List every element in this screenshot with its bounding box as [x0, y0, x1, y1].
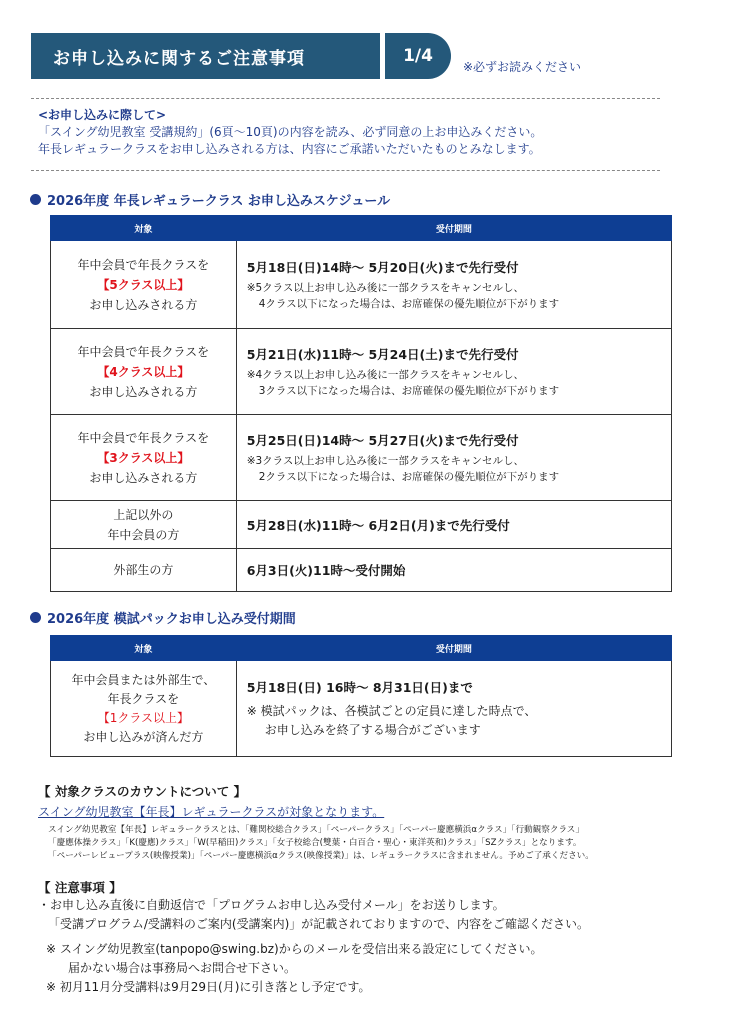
mock-heading-text: 2026年度 模試パックお申し込み受付期間 — [47, 612, 296, 627]
table-row — [51, 241, 672, 329]
notice-line: ※ スイング幼児教室(tanpopo@swing.bz)からのメールを受信出来る設定にしてください。 — [46, 942, 543, 956]
target-text: お申し込みされる方 — [89, 384, 198, 399]
notice-line: 「受講プログラム/受講料のご案内(受講案内)」が記載されておりますので、内容をご確認ください。 — [48, 917, 590, 931]
count-subtitle: スイング幼児教室【年長】レギュラークラスが対象となります。 — [38, 805, 385, 819]
note-line: 4クラス以下になった場合は、お席確保の優先順位が下がります — [258, 297, 560, 310]
note-line: ※5クラス以上お申し込み後に一部クラスをキャンセルし、 — [246, 281, 525, 294]
intro-line: 「スイング幼児教室 受講規約」(6頁〜10頁)の内容を読み、必ず同意の上お申込みください。 — [38, 125, 543, 139]
count-details — [48, 824, 698, 863]
target-text: 年中会員で年長クラスを — [77, 257, 210, 272]
target-text: 上記以外の — [113, 507, 174, 522]
page-title: お申し込みに関するご注意事項 — [31, 33, 380, 79]
table-row — [51, 415, 672, 501]
col-period-header: 受付期間 — [236, 216, 671, 241]
note-line: ※4クラス以上お申し込み後に一部クラスをキャンセルし、 — [246, 368, 525, 381]
target-text: 年長クラスを — [107, 691, 180, 706]
table-row — [51, 329, 672, 415]
must-read-note: ※必ずお読みください — [463, 60, 582, 74]
target-text: 年中会員または外部生で、 — [71, 672, 216, 687]
target-cell — [51, 415, 237, 501]
class-count-highlight: 【1クラス以上】 — [97, 710, 189, 725]
period-text: 5月21日(水)11時〜 5月24日(土)まで先行受付 — [246, 346, 519, 362]
notice-line: ・お申し込み直後に自動返信で「プログラムお申し込み受付メール」をお送りします。 — [38, 898, 505, 912]
col-target-header: 対象 — [51, 636, 237, 661]
notice-line: 届かない場合は事務局へお問合せ下さい。 — [68, 961, 297, 975]
class-count-highlight: 【4クラス以上】 — [97, 364, 190, 379]
notice-block — [38, 896, 698, 997]
intro-block — [38, 107, 658, 158]
bullet-icon — [30, 194, 41, 205]
divider — [31, 170, 660, 171]
table-header-row — [51, 636, 672, 661]
target-cell — [51, 329, 237, 415]
mock-heading — [30, 608, 296, 627]
period-cell — [236, 549, 671, 592]
table-row — [51, 661, 672, 757]
schedule-heading — [30, 190, 390, 209]
period-text: 5月18日(日) 16時〜 8月31日(日)まで — [246, 679, 473, 695]
note-line: お申し込みを終了する場合がございます — [264, 722, 481, 737]
class-count-highlight: 【3クラス以上】 — [97, 450, 190, 465]
schedule-table — [50, 215, 672, 592]
count-heading: 【 対象クラスのカウントについて 】 — [38, 784, 247, 799]
intro-line: 年長レギュラークラスをお申し込みされる方は、内容にご承諾いただいたものとみなします。 — [38, 142, 541, 156]
table-row — [51, 501, 672, 549]
page-number: 1/4 — [385, 33, 451, 79]
target-text: 外部生の方 — [113, 563, 174, 577]
bullet-icon — [30, 612, 41, 623]
detail-line: スイング幼児教室【年長】レギュラークラスとは、「難関校総合クラス」「ペーパークラス」「ペーパー慶應横浜αクラス」「行動観察クラス」 — [48, 825, 584, 835]
note-line: ※3クラス以上お申し込み後に一部クラスをキャンセルし、 — [246, 454, 525, 467]
period-text: 5月25日(日)14時〜 5月27日(火)まで先行受付 — [246, 432, 519, 448]
target-cell — [51, 501, 237, 549]
period-cell — [236, 661, 671, 757]
target-text: お申し込みが済んだ方 — [83, 729, 204, 744]
period-note — [247, 453, 670, 485]
col-target-header: 対象 — [51, 216, 237, 241]
class-count-highlight: 【5クラス以上】 — [97, 277, 190, 292]
notice-line: ※ 初月11月分受講料は9月29日(月)に引き落とし予定です。 — [46, 980, 371, 994]
target-text: お申し込みされる方 — [89, 470, 198, 485]
target-text: 年中会員で年長クラスを — [77, 344, 210, 359]
period-text: 5月18日(日)14時〜 5月20日(火)まで先行受付 — [246, 259, 519, 275]
target-text: 年中会員で年長クラスを — [77, 430, 210, 445]
table-row — [51, 549, 672, 592]
detail-line: 「ペーパーレビュープラス(映像授業)」「ペーパー慶應横浜αクラス(映像授業)」は、レギュラークラスに含まれません。予めご了承ください。 — [48, 851, 594, 861]
mock-table — [50, 635, 672, 757]
target-cell — [51, 241, 237, 329]
notice-heading: 【 注意事項 】 — [38, 880, 122, 895]
table-header-row — [51, 216, 672, 241]
period-cell — [236, 329, 671, 415]
period-text: 5月28日(水)11時〜 6月2日(月)まで先行受付 — [246, 517, 510, 533]
detail-line: 「慶應体操クラス」「K(慶應)クラス」「W(早稲田)クラス」「女子校総合(雙葉・白百合・聖心・東洋英和)クラス」「SZクラス」となります。 — [48, 838, 582, 848]
period-note — [247, 367, 670, 399]
period-cell — [236, 241, 671, 329]
note-line: ※ 模試パックは、各模試ごとの定員に達した時点で、 — [246, 703, 537, 718]
target-text: 年中会員の方 — [107, 527, 180, 542]
period-cell — [236, 501, 671, 549]
period-note — [247, 280, 670, 312]
note-line: 2クラス以下になった場合は、お席確保の優先順位が下がります — [258, 470, 560, 483]
col-period-header: 受付期間 — [236, 636, 671, 661]
divider — [31, 98, 660, 99]
period-text: 6月3日(火)11時〜受付開始 — [246, 563, 406, 578]
intro-heading: <お申し込みに際して> — [38, 108, 167, 122]
period-cell — [236, 415, 671, 501]
schedule-heading-text: 2026年度 年長レギュラークラス お申し込みスケジュール — [47, 194, 391, 209]
target-cell — [51, 661, 237, 757]
note-line: 3クラス以下になった場合は、お席確保の優先順位が下がります — [258, 384, 560, 397]
period-note — [247, 702, 670, 740]
target-text: お申し込みされる方 — [89, 297, 198, 312]
target-cell — [51, 549, 237, 592]
